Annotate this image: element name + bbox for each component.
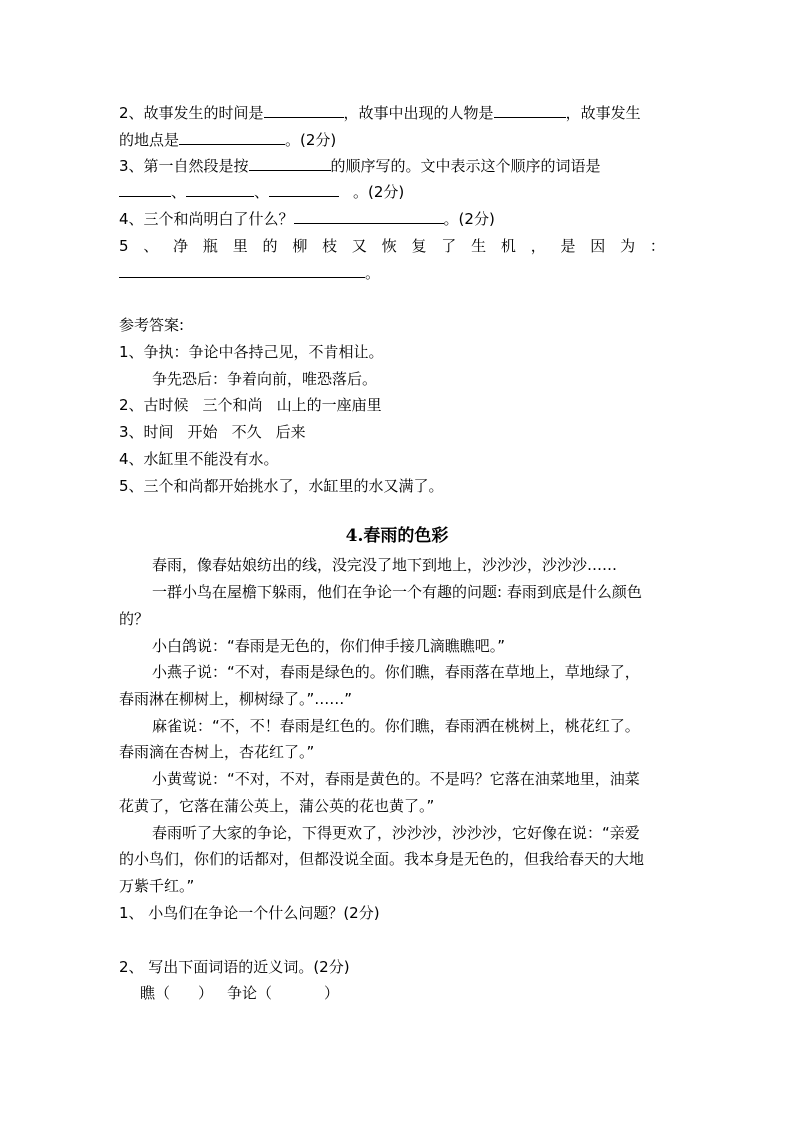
answer-item: 后来 bbox=[275, 423, 306, 441]
q5-char: 里 bbox=[232, 237, 248, 255]
story-line: 春雨滴在杏树上，杏花红了。” bbox=[119, 743, 315, 761]
story-line: 一群小鸟在屋檐下躲雨，他们在争论一个有趣的问题: 春雨到底是什么颜色 bbox=[152, 583, 642, 601]
q3-text: 。(2分) bbox=[353, 183, 405, 201]
answer-blank[interactable] bbox=[494, 102, 566, 118]
answer-5: 5、三个和尚都开始挑水了，水缸里的水又满了。 bbox=[119, 477, 444, 495]
q5-char: 又 bbox=[351, 237, 367, 255]
q4-text: 。(2分) bbox=[443, 210, 495, 228]
answer-blank[interactable] bbox=[186, 181, 254, 197]
question-5-line1 bbox=[119, 236, 665, 256]
bottom-question-1: 1、 小鸟们在争论一个什么问题？(2分) bbox=[119, 904, 380, 922]
answer-blank[interactable] bbox=[179, 129, 285, 145]
synonym-close: ） bbox=[198, 984, 214, 1002]
answer-2 bbox=[119, 395, 382, 415]
q5-char: 的 bbox=[262, 237, 278, 255]
story-line: 春雨淋在柳树上，柳树绿了。”……” bbox=[119, 690, 353, 708]
story-line: 的小鸟们，你们的话都对，但都没说全面。我本身是无色的，但我给春天的大地 bbox=[119, 850, 645, 868]
synonym-close: ） bbox=[324, 984, 340, 1002]
answer-item: 3、时间 bbox=[119, 423, 174, 441]
answer-blank[interactable] bbox=[269, 181, 339, 197]
answer-item: 开始 bbox=[187, 423, 218, 441]
q5-char: 是 bbox=[560, 237, 576, 255]
story-line: 花黄了，它落在蒲公英上，蒲公英的花也黄了。” bbox=[119, 797, 435, 815]
question-5-line2 bbox=[119, 262, 380, 283]
story-line: 春雨听了大家的争论，下得更欢了，沙沙沙，沙沙沙，它好像在说：“亲爱 bbox=[152, 824, 640, 842]
q5-char: 因 bbox=[590, 237, 606, 255]
question-4 bbox=[119, 208, 495, 229]
answer-item: 山上的一座庙里 bbox=[276, 396, 382, 414]
story-line: 的？ bbox=[119, 610, 150, 628]
answer-blank[interactable] bbox=[249, 155, 331, 171]
q5-char: 枝 bbox=[322, 237, 338, 255]
q2-text: 。(2分) bbox=[285, 131, 337, 149]
answer-item: 不久 bbox=[231, 423, 262, 441]
q5-char: 柳 bbox=[292, 237, 308, 255]
answer-4: 4、水缸里不能没有水。 bbox=[119, 450, 279, 468]
answer-blank[interactable] bbox=[264, 102, 344, 118]
synonym-word: 争论（ bbox=[227, 984, 273, 1002]
story-title: 4.春雨的色彩 bbox=[345, 526, 449, 546]
separator: 、 bbox=[171, 183, 187, 201]
story-line: 春雨，像春姑娘纺出的线，没完没了地下到地上，沙沙沙，沙沙沙…… bbox=[152, 556, 618, 574]
q5-char: 瓶 bbox=[202, 237, 218, 255]
q5-char: 恢 bbox=[381, 237, 397, 255]
q5-char: 为 bbox=[620, 237, 636, 255]
q5-char: 、 bbox=[143, 237, 159, 255]
answer-blank[interactable] bbox=[119, 181, 171, 197]
answer-blank[interactable] bbox=[294, 208, 444, 224]
q5-char: 生 bbox=[471, 237, 487, 255]
q5-char: 净 bbox=[173, 237, 189, 255]
question-2-line1 bbox=[119, 102, 641, 123]
q5-text: 。 bbox=[365, 264, 381, 282]
q5-char: 了 bbox=[441, 237, 457, 255]
story-line: 小黄莺说：“不对，不对，春雨是黄色的。不是吗？它落在油菜地里，油菜 bbox=[152, 770, 640, 788]
separator: 、 bbox=[254, 183, 270, 201]
q3-text: 3、第一自然段是按 bbox=[119, 157, 249, 175]
q5-char: 5 bbox=[119, 237, 129, 255]
q5-char: ， bbox=[530, 237, 546, 255]
q5-char: 机 bbox=[500, 237, 516, 255]
q2-text: 2、故事发生的时间是 bbox=[119, 104, 264, 122]
story-line: 麻雀说：“不，不！春雨是红色的。你们瞧，春雨洒在桃树上，桃花红了。 bbox=[152, 717, 640, 735]
synonym-items bbox=[140, 983, 339, 1003]
answer-3 bbox=[119, 422, 306, 442]
q2-text: ，故事中出现的人物是 bbox=[343, 104, 494, 122]
answers-heading: 参考答案: bbox=[119, 316, 185, 334]
answer-item: 2、古时候 bbox=[119, 396, 189, 414]
q2-text: 的地点是 bbox=[119, 131, 180, 149]
answer-item: 三个和尚 bbox=[202, 396, 263, 414]
question-3-line2 bbox=[119, 181, 404, 202]
q2-text: ，故事发生 bbox=[565, 104, 641, 122]
question-3-line1 bbox=[119, 155, 601, 176]
q5-char: ： bbox=[649, 237, 665, 255]
story-line: 小白鸽说：“春雨是无色的，你们伸手接几滴瞧瞧吧。” bbox=[152, 637, 506, 655]
bottom-question-2: 2、 写出下面词语的近义词。(2分) bbox=[119, 958, 350, 976]
story-line: 小燕子说：“不对，春雨是绿色的。你们瞧，春雨落在草地上，草地绿了， bbox=[152, 663, 640, 681]
synonym-word: 瞧（ bbox=[140, 984, 171, 1002]
q4-text: 4、三个和尚明白了什么？ bbox=[119, 210, 294, 228]
question-2-line2 bbox=[119, 129, 336, 150]
answer-blank[interactable] bbox=[119, 262, 365, 278]
answer-1: 1、争执：争论中各持己见，不肯相让。 bbox=[119, 343, 384, 361]
answer-1b: 争先恐后：争着向前，唯恐落后。 bbox=[152, 370, 378, 388]
q3-text: 的顺序写的。文中表示这个顺序的词语是 bbox=[330, 157, 601, 175]
q5-char: 复 bbox=[411, 237, 427, 255]
story-line: 万紫千红。” bbox=[119, 877, 195, 895]
